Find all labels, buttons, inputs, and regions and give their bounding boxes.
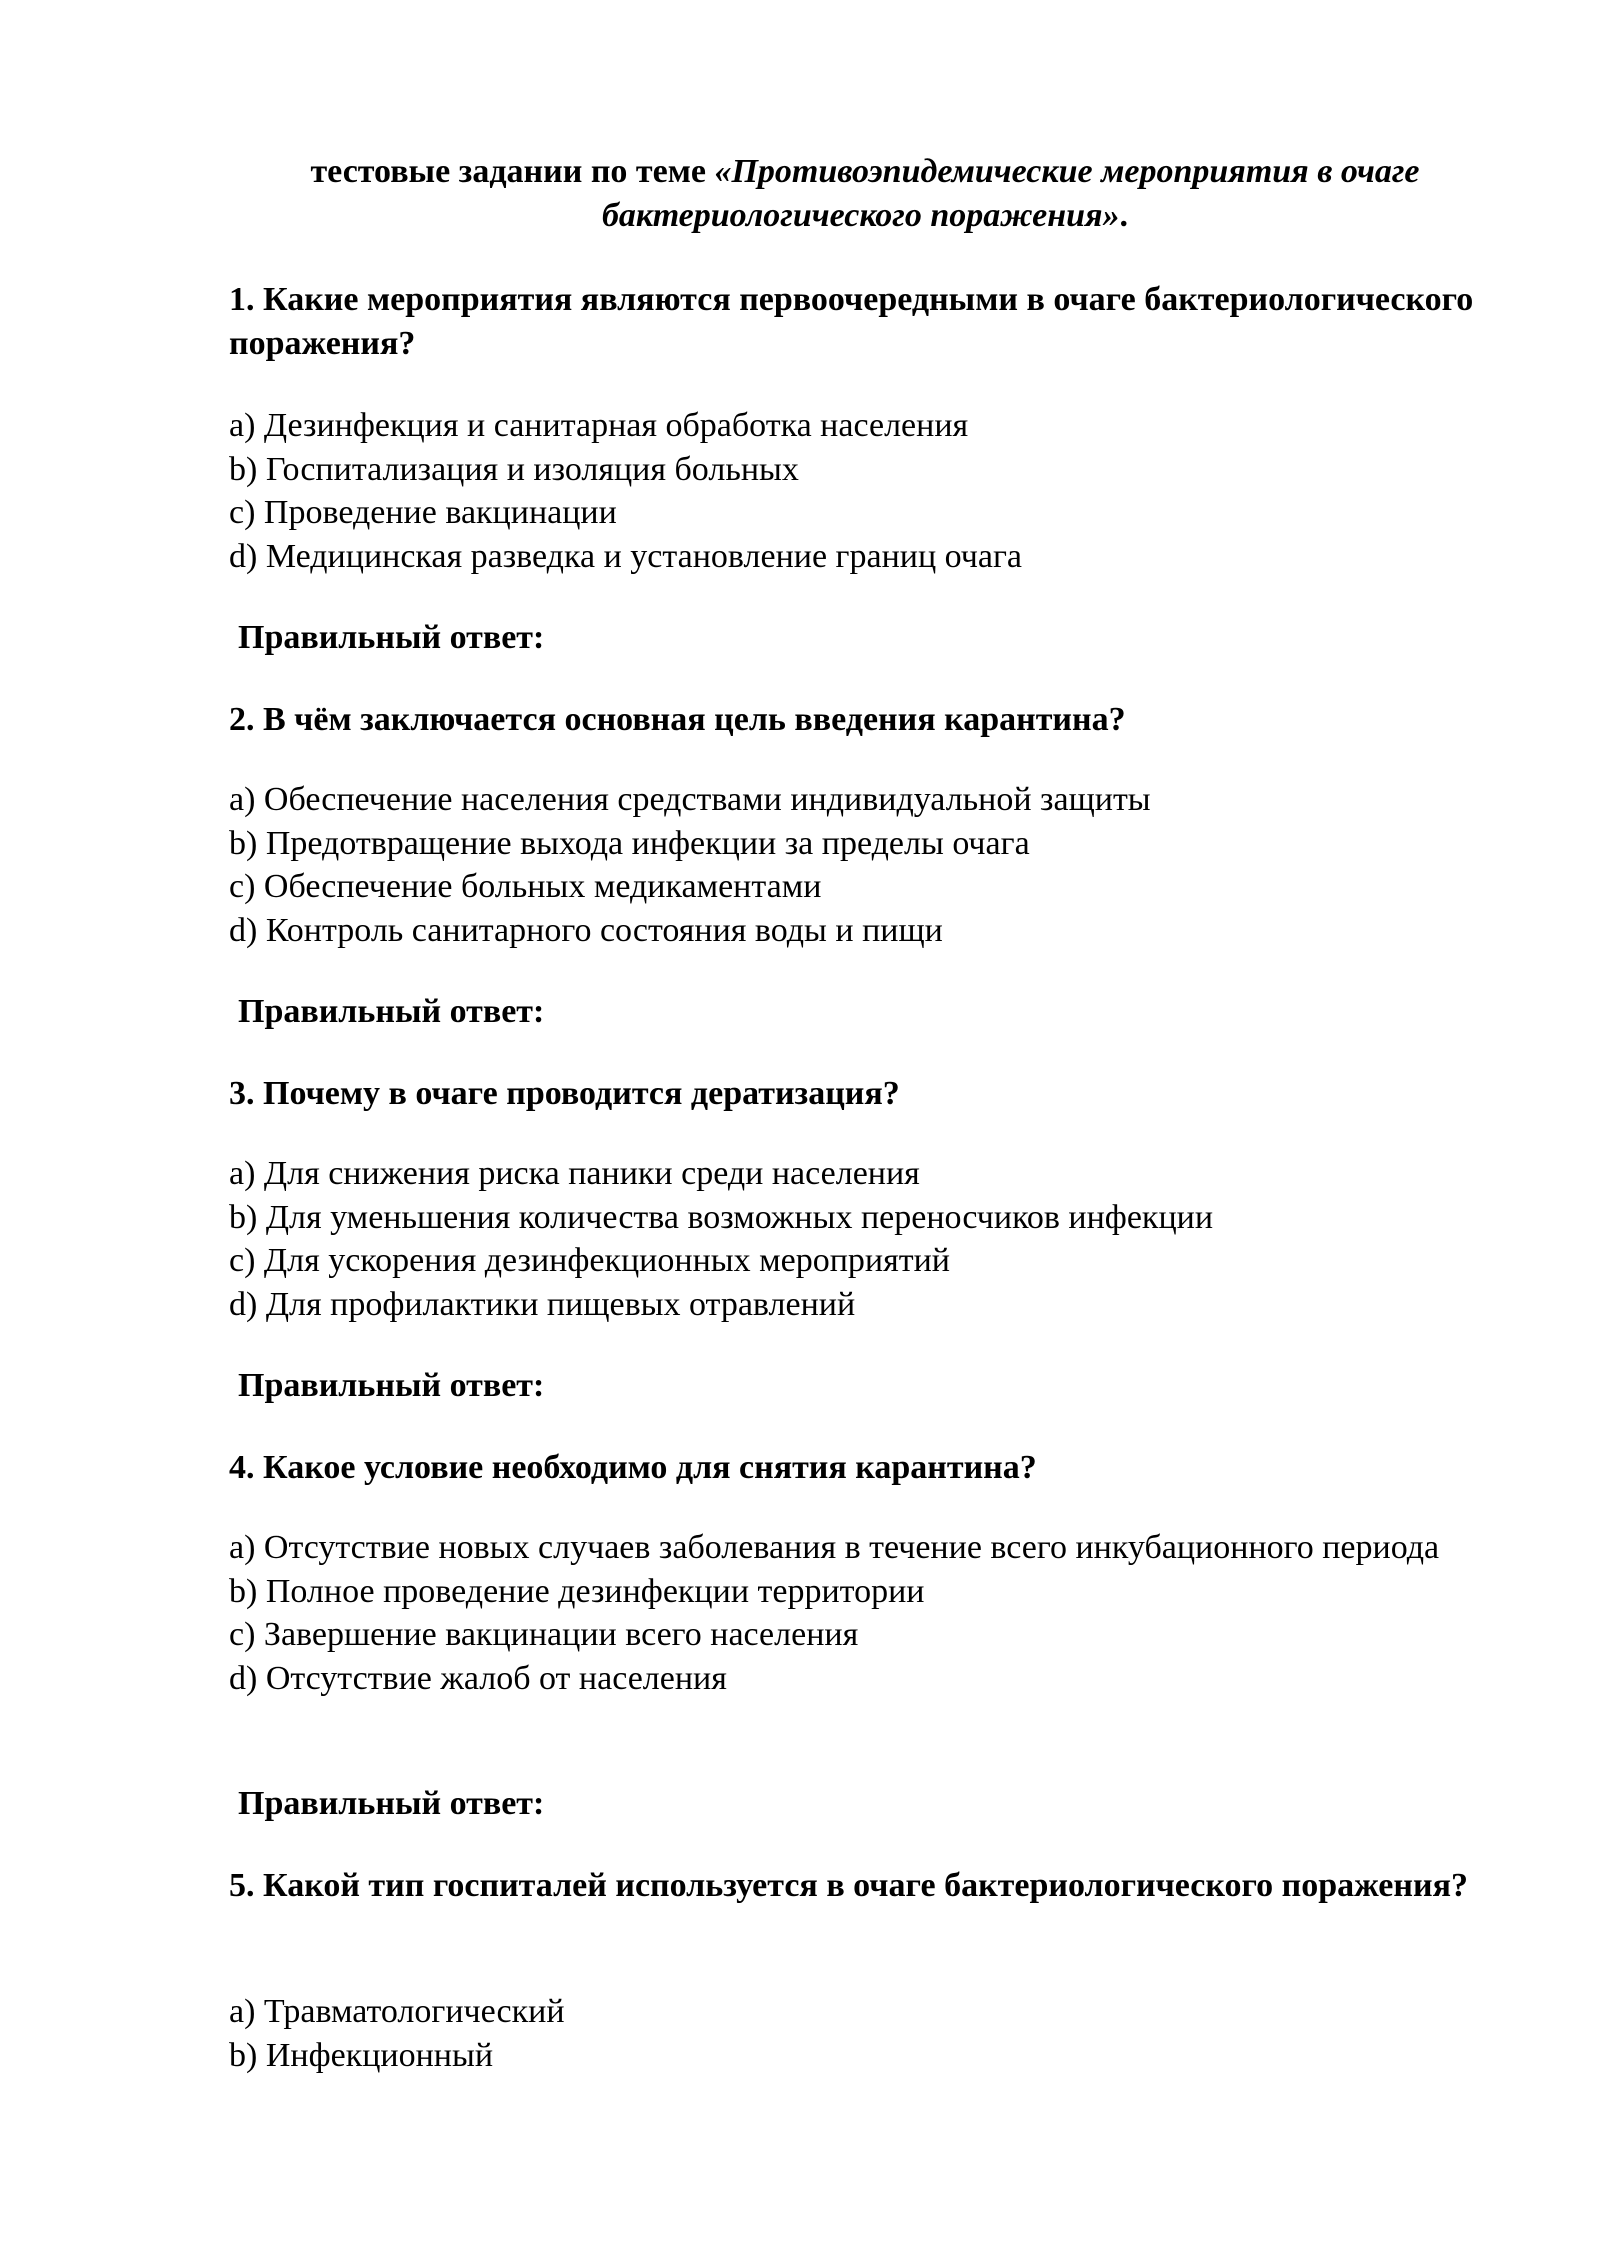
option-3c: c) Для ускорения дезинфекционных мероприятий	[229, 1242, 950, 1279]
option-1b: b) Госпитализация и изоляция больных	[229, 450, 799, 488]
options-list-1	[229, 404, 1529, 578]
option-2a: a) Обеспечение населения средствами индивидуальной защиты	[229, 781, 1151, 818]
option-3d: d) Для профилактики пищевых отравлений	[229, 1285, 856, 1323]
option-2c: c) Обеспечение больных медикаментами	[229, 868, 822, 905]
answer-label-1: Правильный ответ:	[238, 619, 545, 656]
document-title	[220, 150, 1510, 238]
question-2: 2. В чём заключается основная цель введения карантина?	[229, 701, 1126, 738]
title-topic: «Противоэпидемические мероприятия в очаге бактериологического поражения»	[601, 153, 1420, 234]
option-4a: a) Отсутствие новых случаев заболевания в течение всего инкубационного периода	[229, 1529, 1440, 1566]
option-4b: b) Полное проведение дезинфекции территории	[229, 1572, 925, 1610]
answer-label-2: Правильный ответ:	[238, 993, 545, 1030]
option-1c: c) Проведение вакцинации	[229, 494, 617, 531]
options-list-4	[229, 1526, 1469, 1700]
options-list-3	[229, 1152, 1529, 1326]
option-2d: d) Контроль санитарного состояния воды и пищи	[229, 911, 943, 949]
options-list-2	[229, 778, 1529, 952]
option-1a: a) Дезинфекция и санитарная обработка населения	[229, 407, 969, 444]
answer-label-4: Правильный ответ:	[238, 1785, 545, 1822]
option-4d: d) Отсутствие жалоб от населения	[229, 1659, 727, 1697]
answer-label-3: Правильный ответ:	[238, 1367, 545, 1404]
question-3: 3. Почему в очаге проводится дератизация?	[229, 1075, 900, 1112]
option-3b: b) Для уменьшения количества возможных переносчиков инфекции	[229, 1198, 1214, 1236]
question-1: 1. Какие мероприятия являются первоочередными в очаге бактериологического поражения?	[229, 281, 1474, 362]
option-3a: a) Для снижения риска паники среди населения	[229, 1155, 920, 1192]
question-5: 5. Какой тип госпиталей используется в очаге бактериологического поражения?	[229, 1867, 1468, 1904]
question-4: 4. Какое условие необходимо для снятия карантина?	[229, 1449, 1037, 1486]
option-1d: d) Медицинская разведка и установление границ очага	[229, 537, 1023, 575]
options-list-5	[229, 1990, 1529, 2077]
option-5a: a) Травматологический	[229, 1993, 565, 2030]
title-prefix: тестовые задании по теме	[310, 153, 715, 190]
option-2b: b) Предотвращение выхода инфекции за пределы очага	[229, 824, 1030, 862]
option-5b: b) Инфекционный	[229, 2036, 494, 2074]
title-suffix: .	[1119, 197, 1129, 234]
option-4c: c) Завершение вакцинации всего населения	[229, 1616, 859, 1653]
